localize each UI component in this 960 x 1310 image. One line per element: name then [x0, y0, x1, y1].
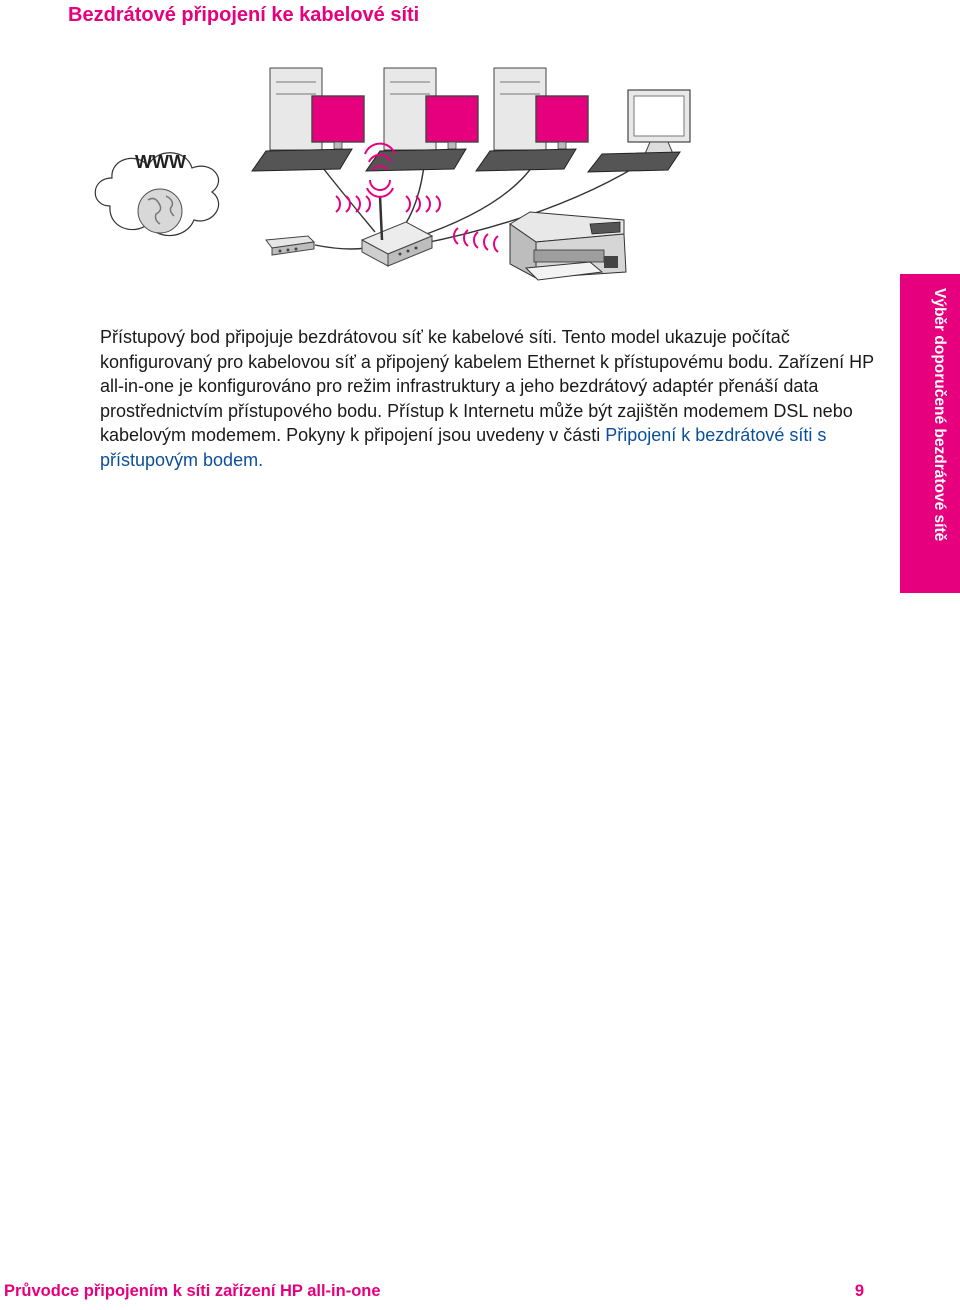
access-point — [362, 196, 432, 266]
network-diagram — [90, 56, 710, 292]
footer-title: Průvodce připojením k síti zařízení HP all-in-one — [4, 1282, 381, 1300]
access-point-connection-link[interactable]: Připojení k bezdrátové síti s přístupovým bodem. — [100, 425, 827, 470]
chapter-side-tab — [900, 274, 960, 593]
cable-modem — [315, 245, 366, 249]
modem-device — [266, 236, 314, 255]
side-tab-label: Výběr doporučené bezdrátové sítě — [931, 288, 948, 542]
internet-cloud — [95, 152, 218, 236]
network-diagram-figure — [90, 56, 710, 292]
page-number: 9 — [854, 1282, 864, 1300]
hp-all-in-one-printer — [510, 212, 626, 280]
body-paragraph — [100, 325, 878, 473]
page-title: Bezdrátové připojení ke kabelové síti — [68, 4, 420, 26]
desktop-pc-1 — [252, 68, 364, 171]
mac-computer — [588, 90, 690, 172]
www-label: WWW — [135, 152, 186, 172]
desktop-pc-3 — [476, 68, 588, 171]
body-text: Přístupový bod připojuje bezdrátovou síť ke kabelové síti. Tento model ukazuje počítač konfigurovaný pro kabelovou síť a připojený kabelem Ethernet k přístupovému bodu. Zařízení HP all-in-one je konfigurováno pro režim infrastruktury a jeho bezdrátový adaptér přenáší data prostřednictvím přístupového bodu. Přístup k Internetu může být zajištěn modemem DSL nebo kabelovým modemem. Pokyny k připojení jsou uvedeny v části — [100, 327, 874, 446]
